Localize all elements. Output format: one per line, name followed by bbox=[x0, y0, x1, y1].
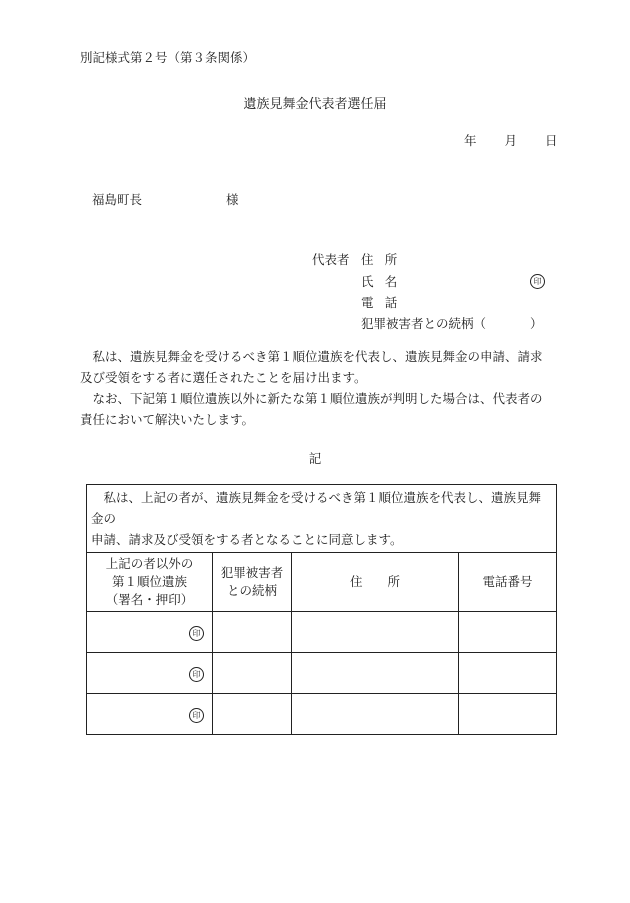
body-paragraph-1: 私は、遺族見舞金を受けるべき第１順位遺族を代表し、遺族見舞金の申請、請求及び受領をする者に選任されたことを届け出ます。 bbox=[80, 349, 543, 385]
phone-label: 電話 bbox=[361, 295, 409, 310]
representative-label: 代表者 bbox=[312, 252, 350, 267]
header-bereaved-line-3: （署名・押印） bbox=[105, 592, 194, 607]
header-bereaved-line-1: 上記の者以外の bbox=[105, 556, 194, 571]
relation-cell[interactable] bbox=[213, 612, 292, 653]
table-row bbox=[87, 653, 557, 694]
header-bereaved-line-2: 第１順位遺族 bbox=[111, 574, 187, 589]
date-month-label: 月 bbox=[504, 133, 518, 148]
relation-close: ） bbox=[530, 316, 543, 331]
header-relation-line-1: 犯罪被害者 bbox=[220, 565, 284, 580]
recipient-honorific: 様 bbox=[226, 192, 239, 207]
name-label: 氏名 bbox=[361, 274, 409, 289]
address-cell[interactable] bbox=[292, 612, 459, 653]
relation-cell[interactable] bbox=[213, 653, 292, 694]
phone-cell[interactable] bbox=[459, 612, 557, 653]
seal-icon: 印 bbox=[530, 274, 545, 289]
phone-cell[interactable] bbox=[459, 653, 557, 694]
bereaved-cell[interactable] bbox=[87, 653, 213, 694]
header-phone: 電話番号 bbox=[459, 553, 557, 612]
body-text bbox=[80, 346, 552, 430]
seal-mark bbox=[530, 272, 545, 289]
relation-cell[interactable] bbox=[213, 694, 292, 735]
seal-icon: 印 bbox=[189, 626, 204, 641]
header-relation-line-2: との続柄 bbox=[226, 583, 277, 598]
seal-icon: 印 bbox=[189, 708, 204, 723]
relation-label: 犯罪被害者との続柄（ bbox=[361, 316, 487, 331]
form-number: 別記様式第２号（第３条関係） bbox=[80, 50, 256, 65]
address-label: 住所 bbox=[361, 252, 409, 267]
ki-heading: 記 bbox=[308, 451, 322, 466]
bereaved-cell[interactable] bbox=[87, 694, 213, 735]
consent-line-2: 申請、請求及び受領をする者となることに同意します。 bbox=[91, 532, 403, 547]
date-year-label: 年 bbox=[464, 133, 477, 148]
document-title: 遺族見舞金代表者選任届 bbox=[243, 97, 387, 112]
recipient-name: 福島町長 bbox=[92, 192, 143, 207]
header-address: 住 所 bbox=[292, 553, 459, 612]
bereaved-cell[interactable] bbox=[87, 612, 213, 653]
header-bereaved bbox=[87, 553, 213, 612]
table-row bbox=[87, 612, 557, 653]
phone-cell[interactable] bbox=[459, 694, 557, 735]
seal-icon: 印 bbox=[189, 667, 204, 682]
consent-table bbox=[86, 484, 557, 735]
consent-statement bbox=[87, 485, 557, 553]
date-line bbox=[464, 131, 558, 149]
address-cell[interactable] bbox=[292, 653, 459, 694]
address-cell[interactable] bbox=[292, 694, 459, 735]
table-row bbox=[87, 694, 557, 735]
body-paragraph-2: なお、下記第１順位遺族以外に新たな第１順位遺族が判明した場合は、代表者の責任において解決いたします。 bbox=[80, 391, 543, 427]
date-day-label: 日 bbox=[545, 133, 558, 148]
consent-line-1: 私は、上記の者が、遺族見舞金を受けるべき第１順位遺族を代表し、遺族見舞金の bbox=[91, 490, 542, 526]
header-relation bbox=[213, 553, 292, 612]
